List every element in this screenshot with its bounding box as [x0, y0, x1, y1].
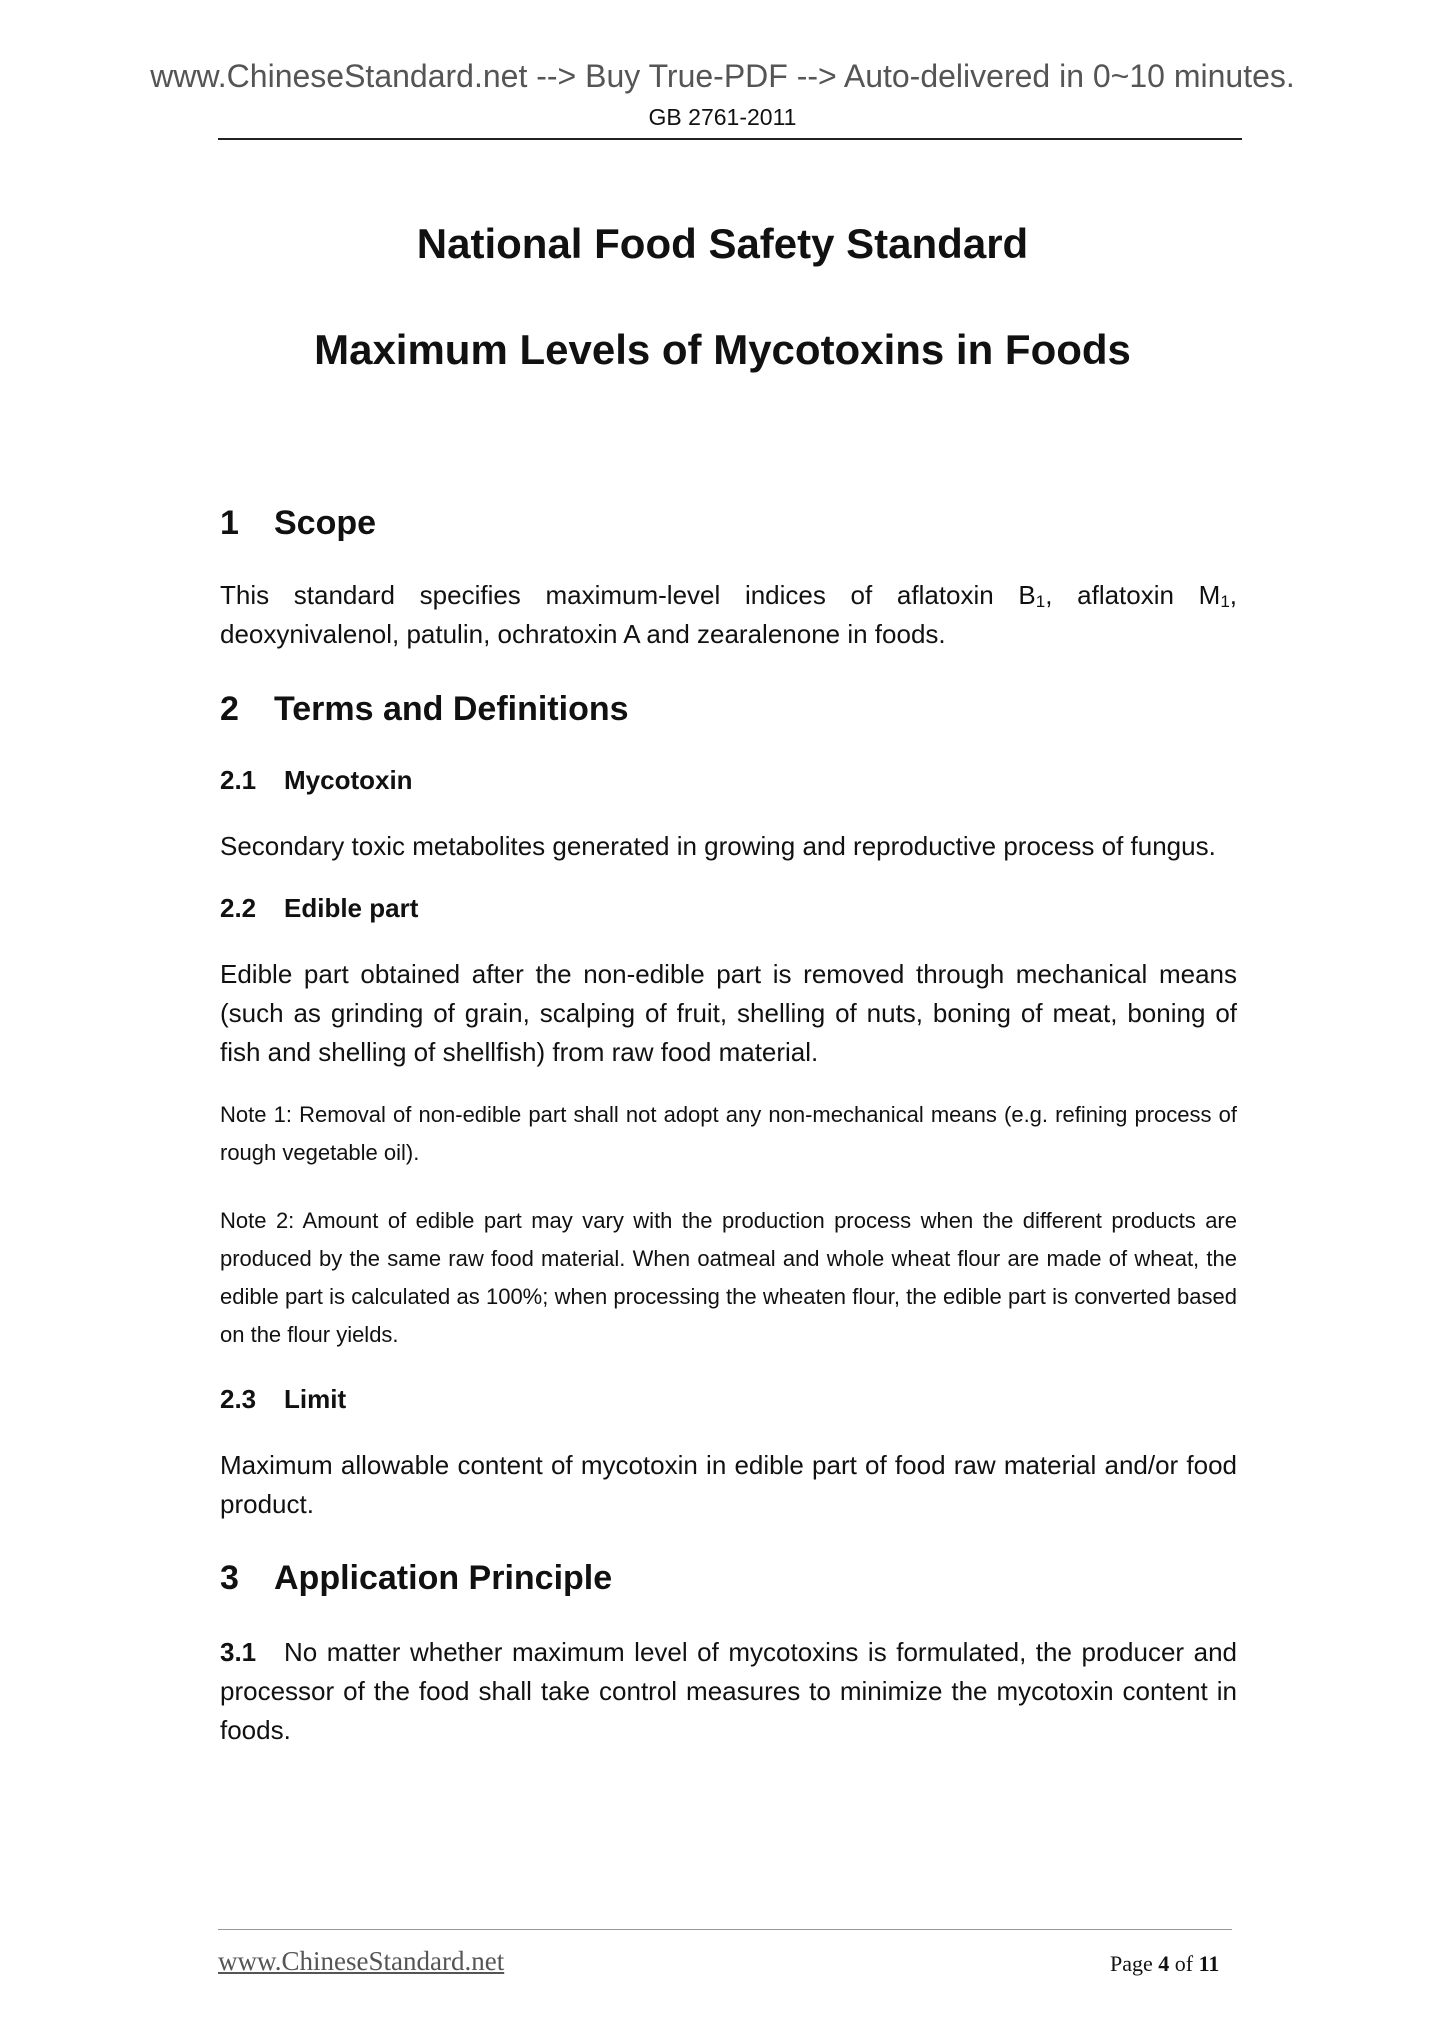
section-2-3-number: 2.3	[220, 1384, 257, 1414]
page-indicator	[1110, 1951, 1219, 1977]
page-total: 11	[1198, 1951, 1220, 1976]
note-1: Note 1: Removal of non-edible part shall not adopt any non-mechanical means (e.g. refining process of rough vegetable oil).	[220, 1102, 1237, 1165]
section-1-title: Scope	[274, 504, 377, 542]
footer-site-link[interactable]: www.ChineseStandard.net	[218, 1946, 505, 1976]
limit-definition: Maximum allowable content of mycotoxin in edible part of food raw material and/or food product.	[220, 1450, 1237, 1519]
section-1-heading	[220, 498, 1237, 548]
section-3-heading	[220, 1553, 1237, 1603]
scope-text-part2: , aflatoxin M	[1045, 580, 1221, 610]
page-current: 4	[1158, 1951, 1170, 1976]
section-2-2-title: Edible part	[284, 893, 419, 923]
section-2-1-title: Mycotoxin	[284, 765, 413, 795]
section-2-3-title: Limit	[284, 1384, 347, 1414]
principle-3-1	[220, 1633, 1237, 1750]
of-label: of	[1174, 1951, 1194, 1976]
document-body	[220, 498, 1237, 1750]
header-banner: www.ChineseStandard.net --> Buy True-PDF --> Auto-delivered in 0~10 minutes.	[150, 58, 1295, 94]
document-title: National Food Safety Standard	[416, 220, 1029, 267]
section-2-heading	[220, 684, 1237, 734]
footer-divider	[218, 1929, 1232, 1930]
clause-3-1-text: No matter whether maximum level of mycotoxins is formulated, the producer and processor of the food shall take control measures to minimize the mycotoxin content in foods.	[220, 1637, 1237, 1745]
section-1-number: 1	[220, 504, 239, 542]
section-2-number: 2	[220, 690, 239, 728]
section-2-3-heading	[220, 1379, 1237, 1419]
section-3-title: Application Principle	[274, 1559, 613, 1597]
standard-code: GB 2761-2011	[648, 104, 797, 130]
scope-text-part1: This standard specifies maximum-level indices of aflatoxin B	[220, 580, 1036, 610]
note-2: Note 2: Amount of edible part may vary with the production process when the different products are produced by the same raw food material. When oatmeal and whole wheat flour are made of wheat, the edible part is calculated as 100%; when processing the wheaten flour, the edible part is converted based on the flour yields.	[220, 1208, 1237, 1347]
page-label: Page	[1110, 1951, 1153, 1976]
section-2-2-heading	[220, 888, 1237, 928]
scope-subscript-b1: 1	[1035, 592, 1046, 611]
scope-subscript-m1: 1	[1220, 592, 1230, 611]
section-2-1-number: 2.1	[220, 765, 257, 795]
document-subtitle: Maximum Levels of Mycotoxins in Foods	[314, 326, 1131, 373]
header-divider	[218, 138, 1242, 140]
section-3-number: 3	[220, 1559, 239, 1597]
section-2-2-number: 2.2	[220, 893, 257, 923]
scope-text-part3: , deoxynivalenol, patulin, ochratoxin A and zearalenone in foods.	[220, 580, 1238, 649]
clause-3-1-number: 3.1	[220, 1637, 257, 1667]
edible-part-definition: Edible part obtained after the non-edible part is removed through mechanical means (such as grinding of grain, scalping of fruit, shelling of nuts, boning of meat, boning of fish and shelling of shellfish) from raw food material.	[220, 959, 1237, 1067]
scope-paragraph	[220, 576, 1237, 654]
mycotoxin-definition: Secondary toxic metabolites generated in growing and reproductive process of fungus.	[220, 831, 1216, 861]
section-2-1-heading	[220, 760, 1237, 800]
section-2-title: Terms and Definitions	[274, 690, 629, 728]
